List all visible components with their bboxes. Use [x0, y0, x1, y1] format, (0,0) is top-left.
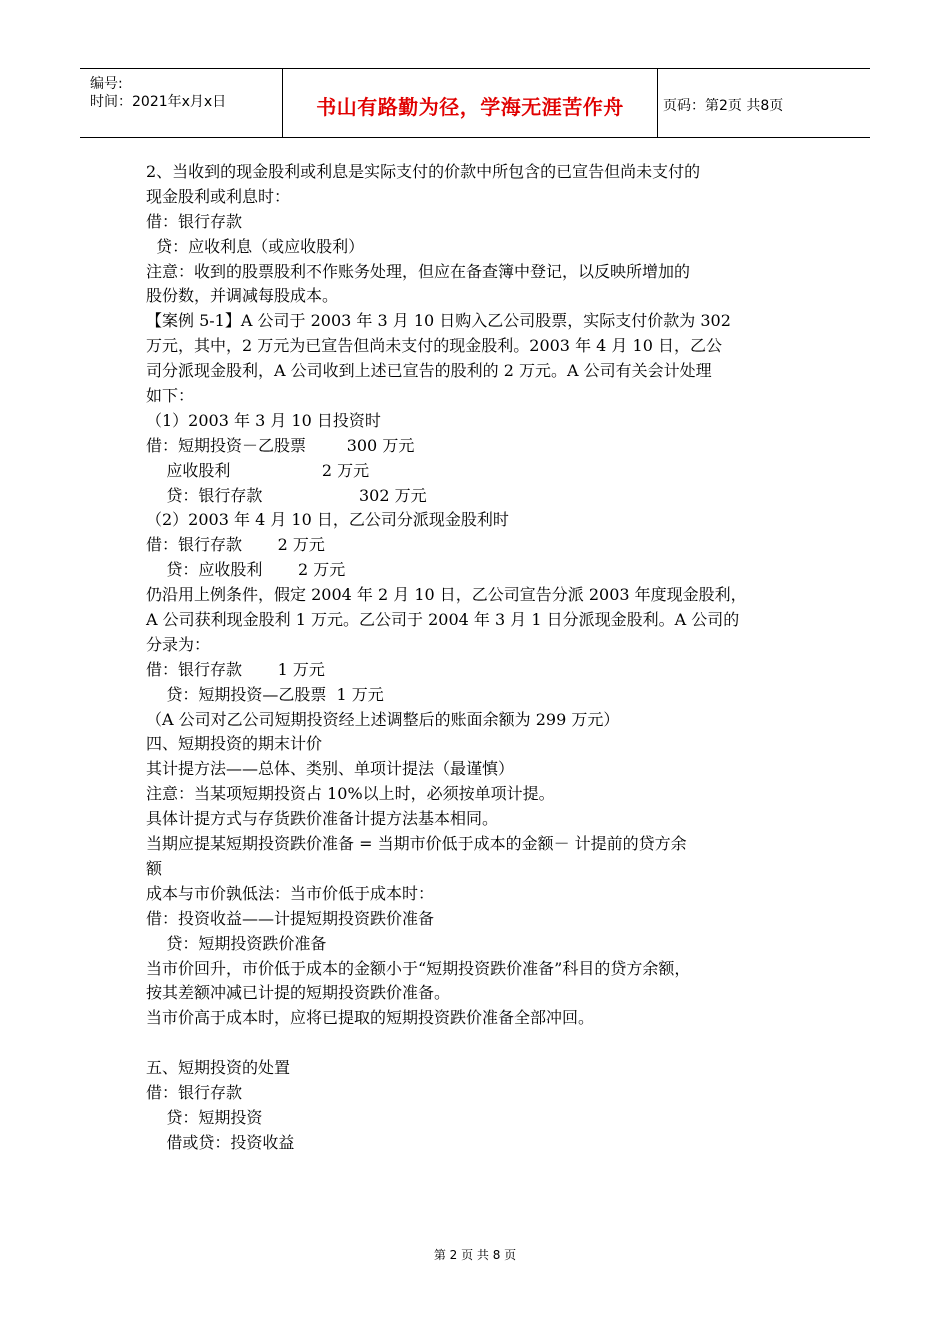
text-line: （2）2003 年 4 月 10 日，乙公司分派现金股利时	[146, 510, 509, 530]
header-left-cell	[80, 69, 282, 137]
text-line: 贷：短期投资跌价准备	[146, 933, 327, 953]
page-number-label: 页码：第2页 共8页	[663, 98, 784, 114]
text-line: 2、当收到的现金股利或利息是实际支付的价款中所包含的已宣告但尚未支付的	[146, 162, 701, 181]
text-line: 贷：应收股利 2 万元	[146, 560, 346, 580]
document-body	[146, 160, 826, 1156]
text-line: 借：银行存款	[146, 1082, 243, 1102]
text-line: 借：投资收益——计提短期投资跌价准备	[146, 908, 435, 928]
text-line: 万元，其中，2 万元为已宣告但尚未支付的现金股利。2003 年 4 月 10 日，乙公	[146, 336, 722, 356]
text-line: 借：银行存款	[146, 211, 243, 231]
date-label: 时间：2021年x月x日	[90, 94, 227, 110]
text-line: （A 公司对乙公司短期投资经上述调整后的账面余额为 299 万元）	[146, 709, 620, 729]
text-line: 当市价高于成本时，应将已提取的短期投资跌价准备全部冲回。	[146, 1008, 595, 1028]
text-line: 司分派现金股利，A 公司收到上述已宣告的股利的 2 万元。A 公司有关会计处理	[146, 361, 712, 381]
text-line: 按其差额冲减已计提的短期投资跌价准备。	[146, 983, 451, 1003]
text-line: 仍沿用上例条件，假定 2004 年 2 月 10 日，乙公司宣告分派 2003 年度现金股利，	[146, 585, 747, 605]
text-line: （1）2003 年 3 月 10 日投资时	[146, 410, 381, 430]
text-line: 五、短期投资的处置	[146, 1058, 291, 1078]
text-line: 借：银行存款 1 万元	[146, 659, 325, 679]
text-line: 当市价回升，市价低于成本的金额小于“短期投资跌价准备”科目的贷方余额，	[146, 958, 691, 978]
text-line	[146, 1031, 826, 1056]
number-label: 编号:	[90, 76, 123, 92]
text-line: 【案例 5-1】A 公司于 2003 年 3 月 10 日购入乙公司股票，实际支付价款为 302	[146, 311, 731, 331]
header-right-cell	[657, 69, 870, 137]
text-line: 其计提方法——总体、类别、单项计提法（最谨慎）	[146, 759, 515, 779]
text-line: 注意：当某项短期投资占 10%以上时，必须按单项计提。	[146, 784, 555, 804]
text-line: 借：短期投资－乙股票 300 万元	[146, 435, 415, 455]
text-line: 分录为：	[146, 634, 211, 654]
text-line: 具体计提方式与存货跌价准备计提方法基本相同。	[146, 809, 499, 829]
header-motto-cell	[282, 69, 658, 137]
text-line: 应收股利 2 万元	[146, 460, 370, 480]
text-line: 股份数，并调减每股成本。	[146, 286, 339, 306]
text-line: 贷：应收利息（或应收股利）	[146, 236, 365, 256]
text-line: 贷：短期投资—乙股票 1 万元	[146, 684, 384, 704]
text-line: 现金股利或利息时：	[146, 186, 291, 206]
text-line: 借或贷：投资收益	[146, 1132, 295, 1152]
text-line: A 公司获利现金股利 1 万元。乙公司于 2004 年 3 月 1 日分派现金股利。A 公司的	[146, 610, 740, 630]
text-line: 注意：收到的股票股利不作账务处理，但应在备查簿中登记，以反映所增加的	[146, 261, 691, 281]
text-line: 额	[146, 858, 163, 878]
page-header	[80, 68, 870, 138]
motto-text: 书山有路勤为径，学海无涯苦作舟	[316, 95, 624, 119]
text-line: 贷：短期投资	[146, 1107, 263, 1127]
text-line: 如下：	[146, 386, 195, 406]
text-line: 借：银行存款 2 万元	[146, 535, 325, 555]
text-line: 贷：银行存款 302 万元	[146, 485, 427, 505]
page-footer: 第 2 页 共 8 页	[433, 1248, 517, 1262]
text-line: 四、短期投资的期末计价	[146, 734, 323, 754]
text-line: 当期应提某短期投资跌价准备 = 当期市价低于成本的金额－ 计提前的贷方余	[146, 834, 687, 854]
text-line: 成本与市价孰低法：当市价低于成本时：	[146, 883, 435, 903]
